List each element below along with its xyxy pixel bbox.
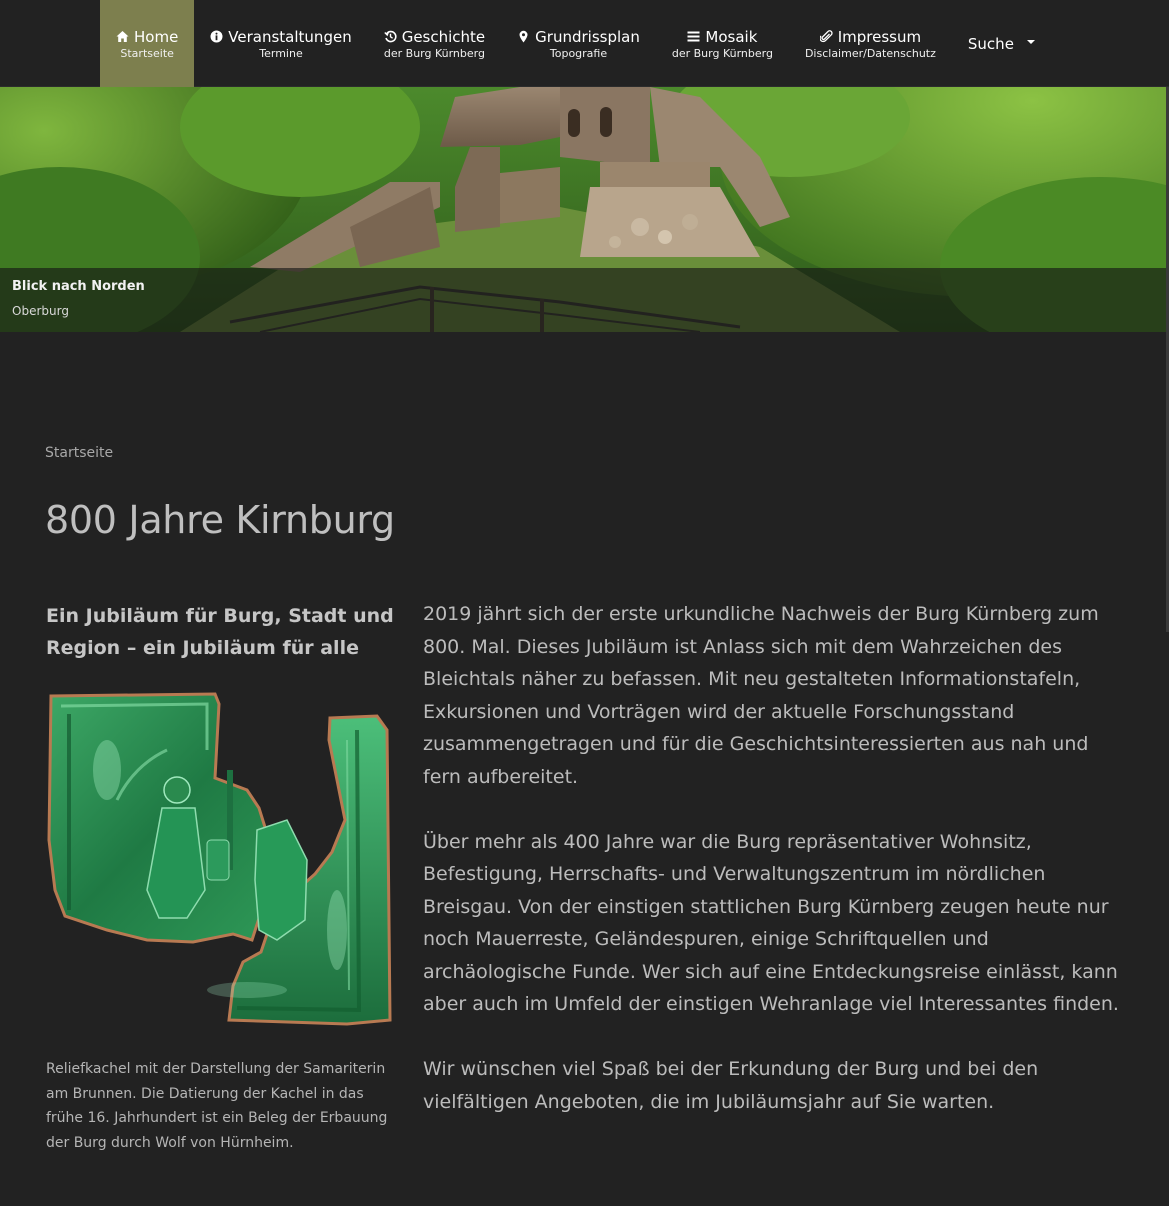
nav-item-label: Grundrissplan (535, 27, 640, 46)
nav-item-label: Geschichte (401, 27, 486, 46)
relief-tile-image (47, 690, 392, 1030)
info-icon (210, 30, 223, 43)
home-icon (116, 30, 129, 43)
nav-item-label: Mosaik (705, 27, 758, 46)
hero-banner (0, 87, 1169, 332)
search-label: Suche (967, 34, 1014, 53)
nav-item-sublabel: Startseite (120, 46, 174, 60)
paperclip-icon (820, 30, 833, 43)
section-subtitle: Ein Jubiläum für Burg, Stadt und Region – ein Jubiläum für alle (46, 605, 394, 659)
nav-item-label: Veranstaltungen (228, 27, 352, 46)
paragraph: Wir wünschen viel Spaß bei der Erkundung der Burg und bei den vielfältigen Angeboten, die im Jubiläumsjahr auf Sie warten. (423, 1058, 1039, 1113)
nav-item-sublabel: der Burg Kürnberg (383, 46, 485, 60)
top-navbar (0, 0, 1169, 87)
nav-search-dropdown[interactable] (952, 0, 1051, 87)
history-icon (384, 30, 397, 43)
nav-menu (100, 0, 1051, 87)
nav-item-grundrissplan[interactable] (501, 0, 656, 87)
paragraph: 2019 jährt sich der erste urkundliche Nachweis der Burg Kürnberg zum 800. Mal. Dieses Jubiläum ist Anlass sich mit dem Wahrzeichen des Bleichtals näher zu befassen. Mit neu gestalteten Informationstafeln, Exkursionen und Vorträgen wird der aktuelle Forschungsstand zusammengetragen und für die Geschichtsinteressierten aus nah und fern aufbereitet. (423, 603, 1099, 788)
nav-item-sublabel: der Burg Kürnberg (671, 46, 773, 60)
nav-item-label: Impressum (837, 27, 922, 46)
map-marker-icon (517, 30, 530, 43)
nav-item-label: Home (134, 27, 179, 46)
menu-bars-icon (687, 30, 700, 43)
main-text (423, 598, 1128, 1151)
nav-item-veranstaltungen[interactable] (194, 0, 367, 87)
nav-item-sublabel: Disclaimer/Datenschutz (804, 46, 936, 60)
page-title: 800 Jahre Kirnburg (45, 498, 395, 542)
figure-caption: Reliefkachel mit der Darstellung der Samariterin am Brunnen. Die Datierung der Kachel in das frühe 16. Jahrhundert ist ein Beleg der Erbauung der Burg durch Wolf von Hürnheim. (46, 1061, 388, 1151)
nav-item-geschichte[interactable] (368, 0, 501, 87)
hero-caption (0, 268, 1169, 332)
nav-item-sublabel: Termine (259, 46, 303, 60)
chevron-down-icon (1027, 40, 1035, 44)
nav-item-sublabel: Topografie (549, 46, 608, 60)
hero-caption-title: Blick nach Norden (12, 279, 145, 294)
breadcrumb[interactable]: Startseite (45, 445, 114, 461)
paragraph: Über mehr als 400 Jahre war die Burg repräsentativer Wohnsitz, Befestigung, Herrschafts- und Verwaltungszentrum im nördlichen Breisgau. Von der einstigen stattlichen Burg Kürnberg zeugen heute nur noch Mauerreste, Geländespuren, einige Schriftquellen und archäologische Funde. Wer sich auf eine Entdeckungsreise einlässt, kann aber auch im Umfeld der einstigen Wehranlage viel Interessantes finden. (423, 830, 1119, 1015)
hero-caption-subtitle: Oberburg (12, 304, 69, 318)
nav-item-impressum[interactable] (789, 0, 952, 87)
nav-item-mosaik[interactable] (656, 0, 789, 87)
nav-item-home[interactable] (100, 0, 194, 87)
